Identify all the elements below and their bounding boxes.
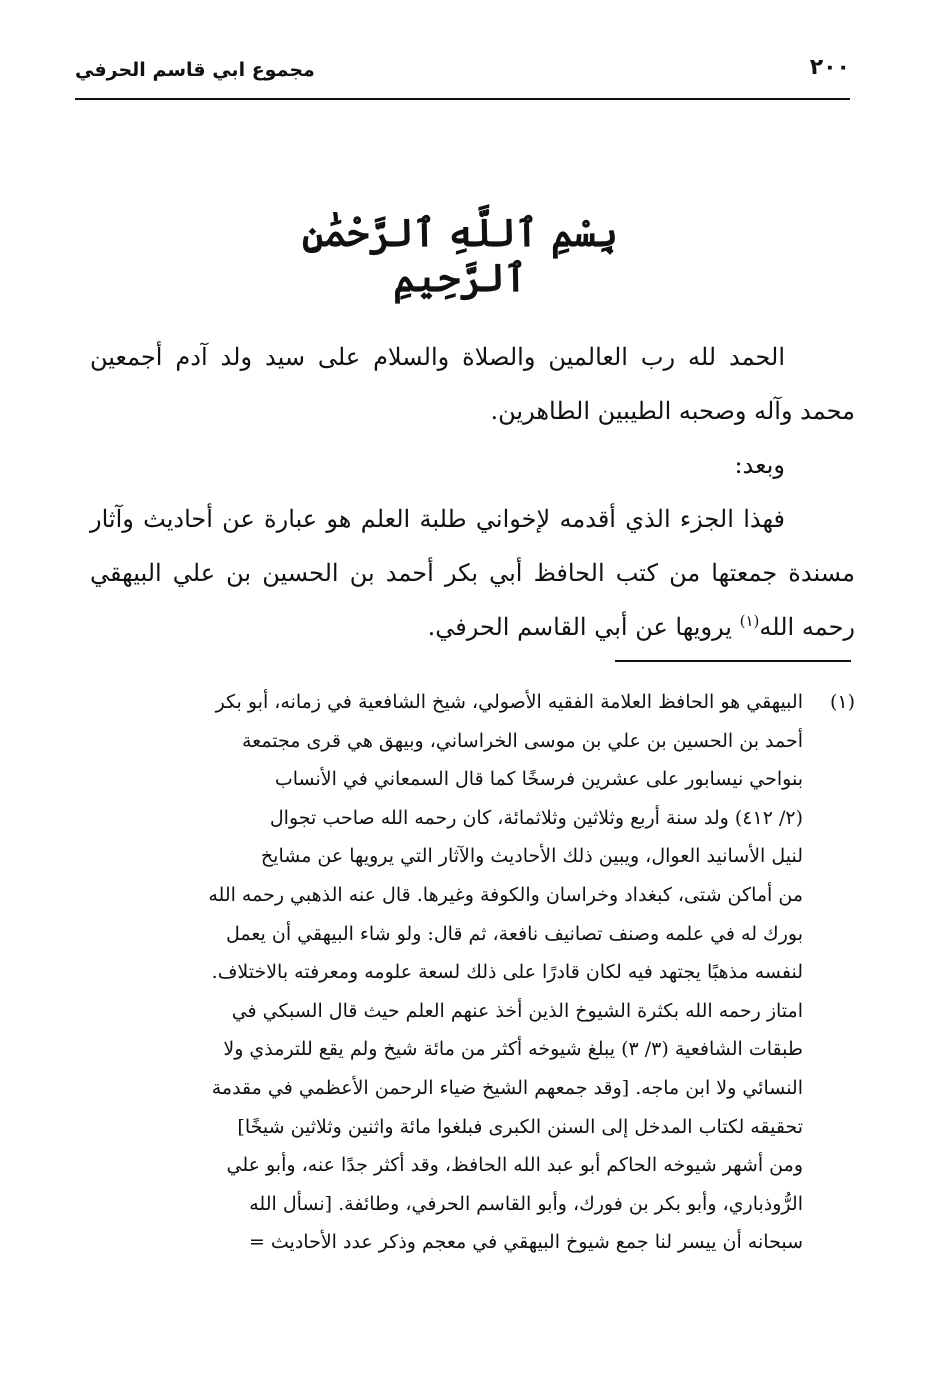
footnote-line: الرُّوذباري، وأبو بكر بن فورك، وأبو القاسم الحرفي، وطائفة. [نسأل الله: [249, 1192, 803, 1215]
basmala: بِسْمِ ٱللَّهِ ٱلرَّحْمَٰنِ ٱلرَّحِيمِ: [302, 210, 618, 300]
footnote-line: (٢/ ٤١٢) ولد سنة أربع وثلاثين وثلاثمائة، كان رحمه الله صاحب تجوال: [269, 806, 803, 829]
footnote-line: طبقات الشافعية (٣/ ٣) يبلغ شيوخه أكثر من مائة شيخ ولم يقع للترمذي ولا: [223, 1038, 803, 1061]
page-header: [75, 55, 850, 99]
footnote-line: لنيل الأسانيد العوال، ويبين ذلك الأحاديث والآثار التي يرويها عن مشايخ: [260, 845, 803, 868]
page-number: ٢٠٠: [809, 55, 850, 80]
footnote-line: بنواحي نيسابور على عشرين فرسخًا كما قال السمعاني في الأنساب: [274, 768, 803, 791]
opening-paragraph: الحمد لله رب العالمين والصلاة والسلام على سيد ولد آدم أجمعين محمد وآله وصحبه الطيبين الطاهرين.: [90, 343, 855, 425]
footnote-line: النسائي ولا ابن ماجه. [وقد جمعهم الشيخ ضياء الرحمن الأعظمي في مقدمة: [211, 1076, 803, 1099]
footnote-separator: [615, 660, 851, 662]
footnote-line: ومن أشهر شيوخه الحاكم أبو عبد الله الحافظ، وقد أكثر جدًا عنه، وأبو علي: [226, 1154, 803, 1177]
footnote-body: [85, 683, 803, 1262]
footnote-line: من أماكن شتى، كبغداد وخراسان والكوفة وغيرها. قال عنه الذهبي رحمه الله: [208, 883, 803, 906]
intro-text-end: يرويها عن أبي القاسم الحرفي.: [427, 613, 740, 641]
intro-text: فهذا الجزء الذي أقدمه لإخواني طلبة العلم هو عبارة عن أحاديث وآثار مسندة جمعتها من كتب الحافظ أبي بكر أحمد بن الحسين بن علي البيهقي رحمه الله: [90, 505, 855, 641]
footnote-line: امتاز رحمه الله بكثرة الشيوخ الذين أخذ عنهم العلم حيث قال السبكي في: [231, 999, 803, 1022]
wabaad-line: وبعد:: [734, 451, 785, 479]
footnote-line: البيهقي هو الحافظ العلامة الفقيه الأصولي، شيخ الشافعية في زمانه، أبو بكر: [215, 691, 803, 713]
footnote-line: أحمد بن الحسين بن علي بن موسى الخراساني، وبيهق هي قرى مجتمعة: [241, 729, 803, 752]
header-rule: [75, 98, 850, 100]
footnote-line: تحقيقه لكتاب المدخل إلى السنن الكبرى فبلغوا مائة واثنين وثلاثين شيخًا]: [237, 1115, 803, 1138]
footnote-line: بورك له في علمه وصنف تصانيف نافعة، ثم قال: ولو شاء البيهقي أن يعمل: [226, 922, 803, 945]
main-text: [90, 330, 855, 654]
footnote-reference[interactable]: (١): [739, 612, 760, 630]
footnote: [85, 683, 855, 1262]
running-title: مجموع ابي قاسم الحرفي: [75, 59, 315, 81]
footnote-line: لنفسه مذهبًا يجتهد فيه لكان قادرًا على ذلك لسعة علومه ومعرفته بالاختلاف.: [211, 961, 803, 984]
intro-paragraph: [90, 492, 855, 654]
footnote-number: (١): [829, 691, 855, 713]
footnote-line: سبحانه أن ييسر لنا جمع شيوخ البيهقي في معجم وذكر عدد الأحاديث =: [248, 1231, 803, 1254]
